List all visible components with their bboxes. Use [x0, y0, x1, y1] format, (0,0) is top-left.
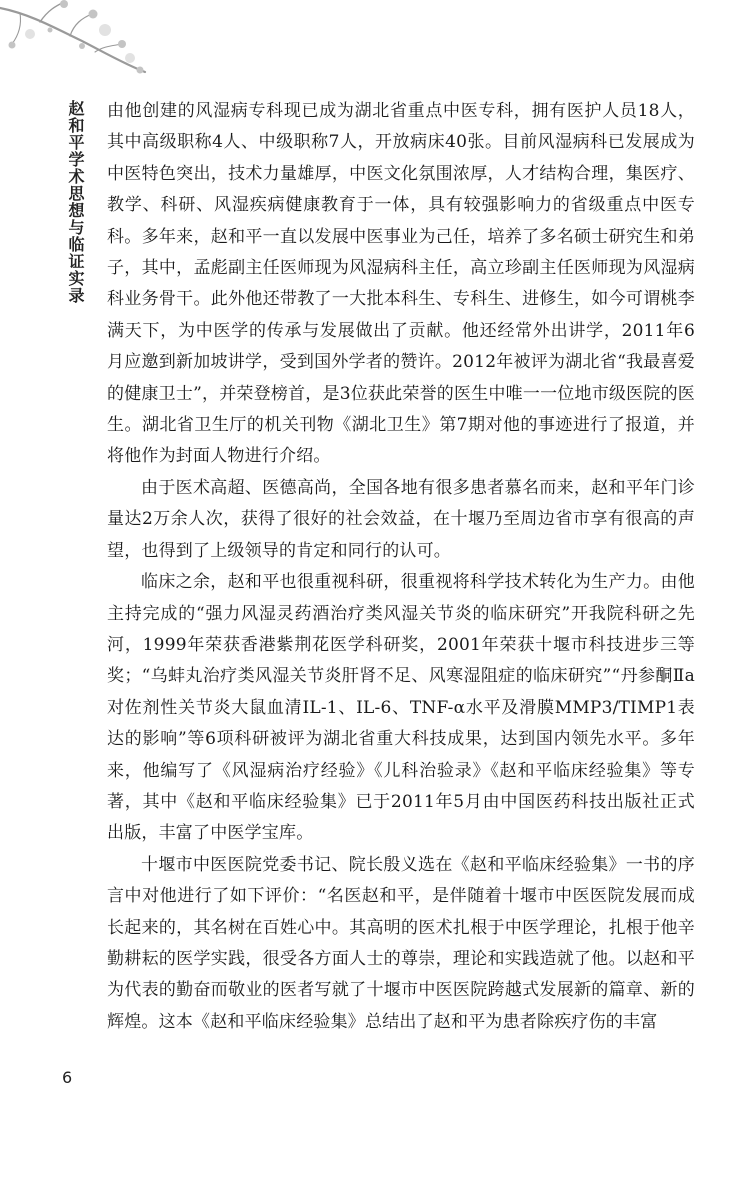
running-head-title: 赵和平学术思想与临证实录: [66, 100, 85, 304]
paragraph-2: 由于医术高超、医德高尚，全国各地有很多患者慕名而来，赵和平年门诊量达2万余人次，获得了很好的社会效益，在十堰乃至周边省市享有很高的声望，也得到了上级领导的肯定和同行的认可。: [107, 477, 695, 561]
paragraph-1: 由他创建的风湿病专科现已成为湖北省重点中医专科，拥有医护人员18人，其中高级职称4人、中级职称7人，开放病床40张。目前风湿病科已发展成为中医特色突出，技术力量雄厚，中医文化氛围浓厚，人才结构合理，集医疗、教学、科研、风湿疾病健康教育于一体，具有较强影响力的省级重点中医专科。多年来，赵和平一直以发展中医事业为己任，培养了多名硕士研究生和弟子，其中，孟彪副主任医师现为风湿病科主任，高立珍副主任医师现为风湿病科业务骨干。此外他还带教了一大批本科生、专科生、进修生，如今可谓桃李满天下，为中医学的传承与发展做出了贡献。他还经常外出讲学，2011年6月应邀到新加坡讲学，受到国外学者的赞许。2012年被评为湖北省“我最喜爱的健康卫士”，并荣登榜首，是3位获此荣誉的医生中唯一一位地市级医院的医生。湖北省卫生厅的机关刊物《湖北卫生》第7期对他的事迹进行了报道，并将他作为封面人物进行介绍。: [107, 101, 695, 467]
paragraph-3: 临床之余，赵和平也很重视科研，很重视将科学技术转化为生产力。由他主持完成的“强力风湿灵药酒治疗类风湿关节炎的临床研究”开我院科研之先河，1999年荣获香港紫荆花医学科研奖，2001年荣获十堰市科技进步三等奖；“乌蚌丸治疗类风湿关节炎肝肾不足、风寒湿阻症的临床研究”“丹参酮Ⅱa对佐剂性关节炎大鼠血清IL-1、IL-6、TNF-α水平及滑膜MMP3/TIMP1表达的影响”等6项科研被评为湖北省重大科技成果，达到国内领先水平。多年来，他编写了《风湿病治疗经验》《儿科治验录》《赵和平临床经验集》等专著，其中《赵和平临床经验集》已于2011年5月由中国医药科技出版社正式出版，丰富了中医学宝库。: [107, 572, 695, 844]
page-number: 6: [62, 1068, 73, 1087]
plum-branch-ornament-icon: [0, 0, 150, 80]
paragraph-4: 十堰市中医医院党委书记、院长殷义选在《赵和平临床经验集》一书的序言中对他进行了如下评价：“名医赵和平，是伴随着十堰市中医医院发展而成长起来的，其名树在百姓心中。其高明的医术扎根于中医学理论，扎根于他辛勤耕耘的医学实践，很受各方面人士的尊崇，理论和实践造就了他。以赵和平为代表的勤奋而敬业的医者写就了十堰市中医医院跨越式发展新的篇章、新的辉煌。这本《赵和平临床经验集》总结出了赵和平为患者除疾疗伤的丰富: [107, 854, 695, 1032]
body-text: [107, 96, 695, 1038]
